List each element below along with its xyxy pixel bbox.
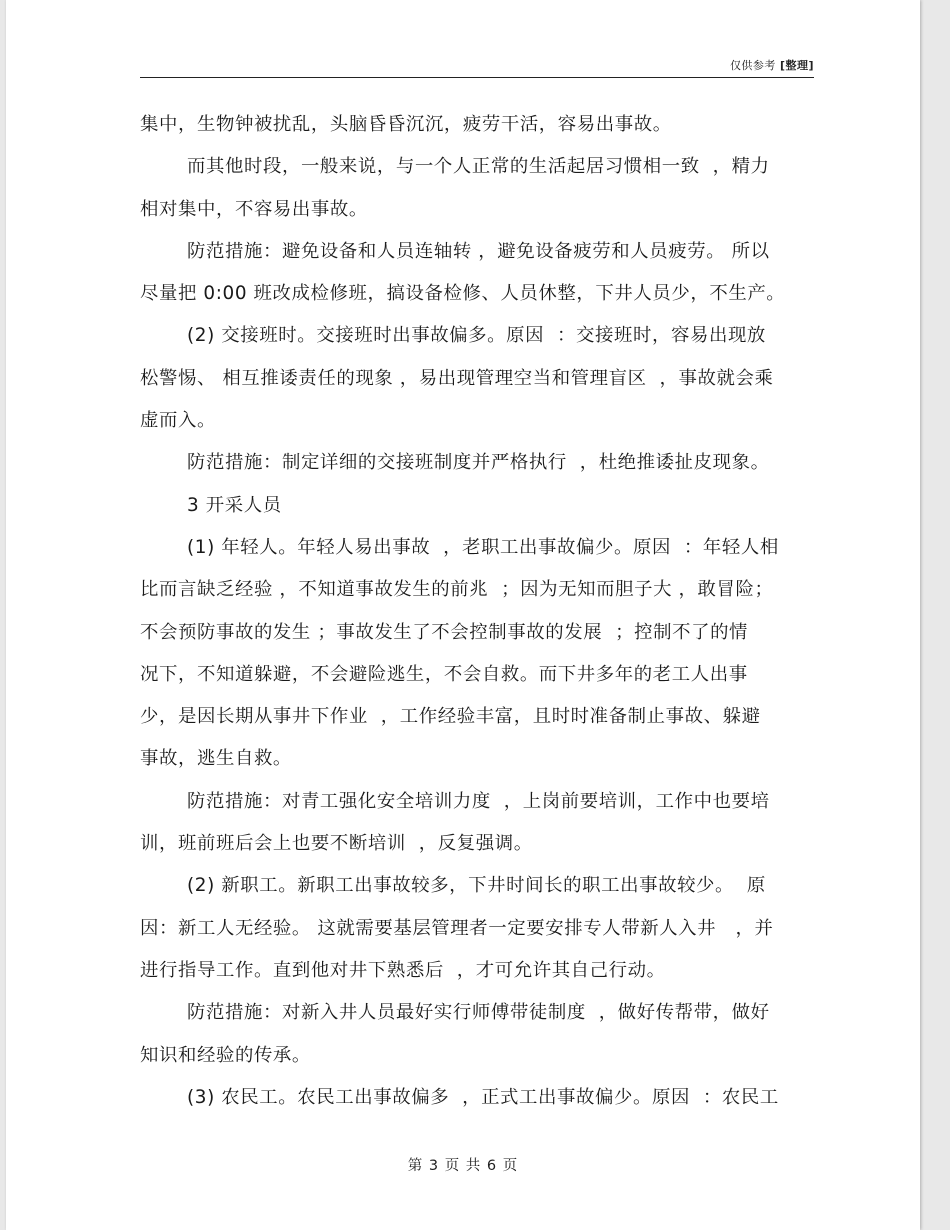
text-line: 进行指导工作。直到他对井下熟悉后 ，才可允许其自己行动。: [140, 959, 666, 981]
text-line: (2) 新职工。新职工出事故较多，下井时间长的职工出事故较少。 原: [187, 875, 766, 897]
text-line: 松警惕、 相互推诿责任的现象 ，易出现管理空当和管理盲区 ，事故就会乘: [140, 367, 774, 389]
text-line: 防范措施：对青工强化安全培训力度 ，上岗前要培训，工作中也要培: [187, 790, 770, 812]
text-line: 事故，逃生自救。: [140, 748, 292, 770]
text-line: 尽量把 0:00 班改成检修班，搞设备检修、人员休整，下井人员少，不生产。: [140, 283, 786, 305]
page-footer: 第 3 页 共 6 页: [407, 1158, 519, 1174]
text-line: 3 开采人员: [187, 494, 282, 516]
document-body: [140, 104, 820, 1119]
text-line: 防范措施：制定详细的交接班制度并严格执行 ，杜绝推诿扯皮现象。: [187, 452, 770, 474]
text-line: 而其他时段，一般来说，与一个人正常的生活起居习惯相一致 ，精力: [187, 156, 770, 178]
header-label: [730, 57, 814, 73]
text-line: 不会预防事故的发生 ；事故发生了不会控制事故的发展 ；控制不了的情: [140, 621, 749, 643]
header-reference-text: 仅供参考: [729, 59, 776, 72]
text-line: 集中，生物钟被扰乱，头脑昏昏沉沉，疲劳干活，容易出事故。: [140, 114, 672, 135]
text-line: 训，班前班后会上也要不断培训 ，反复强调。: [140, 833, 533, 855]
document-page: [6, 0, 920, 1230]
text-line: 因：新工人无经验。 这就需要基层管理者一定要安排专人带新人入井 ，并: [140, 917, 774, 939]
text-line: 相对集中，不容易出事故。: [140, 198, 368, 220]
page-header: [140, 55, 814, 78]
text-line: 防范措施：对新入井人员最好实行师傅带徒制度 ，做好传帮带，做好: [187, 1002, 770, 1024]
text-line: 少，是因长期从事井下作业 ，工作经验丰富，且时时准备制止事故、躲避: [140, 706, 761, 728]
text-line: 虚而入。: [140, 410, 216, 432]
text-line: (2) 交接班时。交接班时出事故偏多。原因 ：交接班时，容易出现放: [187, 325, 766, 347]
text-line: 况下，不知道躲避，不会避险逃生，不会自救。而下井多年的老工人出事: [140, 663, 748, 685]
text-line: (3) 农民工。农民工出事故偏多 ，正式工出事故偏少。原因 ：农民工: [187, 1086, 779, 1108]
text-line: (1) 年轻人。年轻人易出事故 ，老职工出事故偏少。原因 ：年轻人相: [187, 536, 779, 558]
text-line: 防范措施：避免设备和人员连轴转 ，避免设备疲劳和人员疲劳。 所以: [187, 240, 770, 262]
header-tag: [整理]: [779, 59, 814, 72]
text-line: 比而言缺乏经验 ，不知道事故发生的前兆 ；因为无知而胆子大 ，敢冒险；: [140, 579, 774, 601]
text-line: 知识和经验的传承。: [140, 1044, 311, 1066]
